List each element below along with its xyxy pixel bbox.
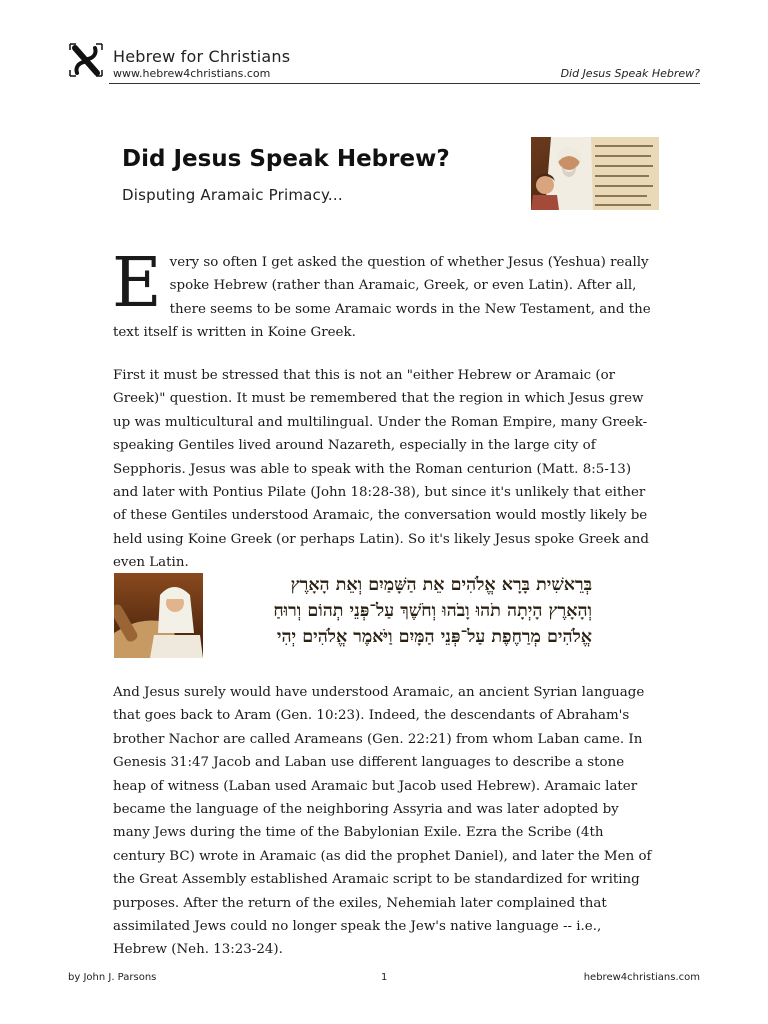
- hebrew-line: בְּרֵאשִׁית בָּרָא אֱלֹהִים אֵת הַשָּׁמַיִם וְאֵת הָאָרֶץ: [290, 575, 592, 595]
- header-divider: [109, 83, 700, 84]
- intro-paragraph-text: very so often I get asked the question of whether Jesus (Yeshua) really spoke Hebrew (rather than Aramaic, Greek, or even Latin). After all, there seems to be some Aramaic words in the New Testament, and the text itself is written in Koine Greek.: [113, 255, 651, 341]
- aramaic-paragraph: And Jesus surely would have understood Aramaic, an ancient Syrian language that goes back to Aram (Gen. 10:23). Indeed, the descendants of Abraham's brother Nachor are called Arameans (Gen. 22:21) from whom Laban came. In Genesis 31:47 Jacob and Laban use different languages to describe a stone heap of witness (Laban used Aramaic but Jacob used Hebrew). Aramaic later became the language of the neighboring Assyria and was later adopted by many Jews during the time of the Babylonian Exile. Ezra the Scribe (4th century BC) wrote in Aramaic (as did the prophet Daniel), and later the Men of the Great Assembly established Aramaic script to be standardized for writing purposes. After the return of the exiles, Nehemiah later complained that assimilated Jews could no longer speak the Jew's native language -- i.e., Hebrew (Neh. 13:23-24).: [113, 685, 652, 958]
- page-title: Did Jesus Speak Hebrew?: [122, 146, 450, 172]
- intro-paragraph: [112, 244, 659, 345]
- aleph-logo-icon: [66, 40, 106, 80]
- hebrew-line: וְהָאָרֶץ הָיְתָה תֹהוּ וָבֹהוּ וְחֹשֶׁךְ עַל־פְּנֵי תְהוֹם וְרוּחַ: [273, 601, 592, 621]
- footer-author: by John J. Parsons: [68, 972, 157, 983]
- child-reading-torah-scroll-illustration: [114, 573, 203, 658]
- header-doc-title: Did Jesus Speak Hebrew?: [560, 67, 700, 80]
- footer-site-link[interactable]: hebrew4christians.com: [583, 972, 700, 983]
- drop-cap: E: [112, 244, 162, 323]
- page-number: 1: [381, 972, 388, 983]
- page-subtitle: Disputing Aramaic Primacy...: [122, 186, 343, 204]
- rabbi-teaching-child-illustration: [531, 137, 659, 210]
- multilingual-paragraph: First it must be stressed that this is not an "either Hebrew or Aramaic (or Greek)" question. It must be remembered that the region in which Jesus grew up was multicultural and multilingual. Under the Roman Empire, many Greek-speaking Gentiles lived around Nazareth, especially in the large city of Sepphoris. Jesus was able to speak with the Roman centurion (Matt. 8:5-13) and later with Pontius Pilate (John 18:28-38), but since it's unlikely that either of these Gentiles understood Aramaic, the conversation would mostly likely be held using Koine Greek (or perhaps Latin). So it's likely Jesus spoke Greek and even Latin.: [113, 368, 649, 571]
- site-name: Hebrew for Christians: [113, 47, 291, 66]
- hebrew-line: אֱלֹהִים מְרַחֶפֶת עַל־פְּנֵי הַמָּיִם וַיֹּאמֶר אֱלֹהִים יְהִי: [276, 627, 592, 647]
- site-url[interactable]: www.hebrew4christians.com: [113, 67, 271, 80]
- hebrew-verse-genesis: [222, 572, 592, 652]
- page-footer: [68, 972, 700, 988]
- page-header: [66, 40, 700, 84]
